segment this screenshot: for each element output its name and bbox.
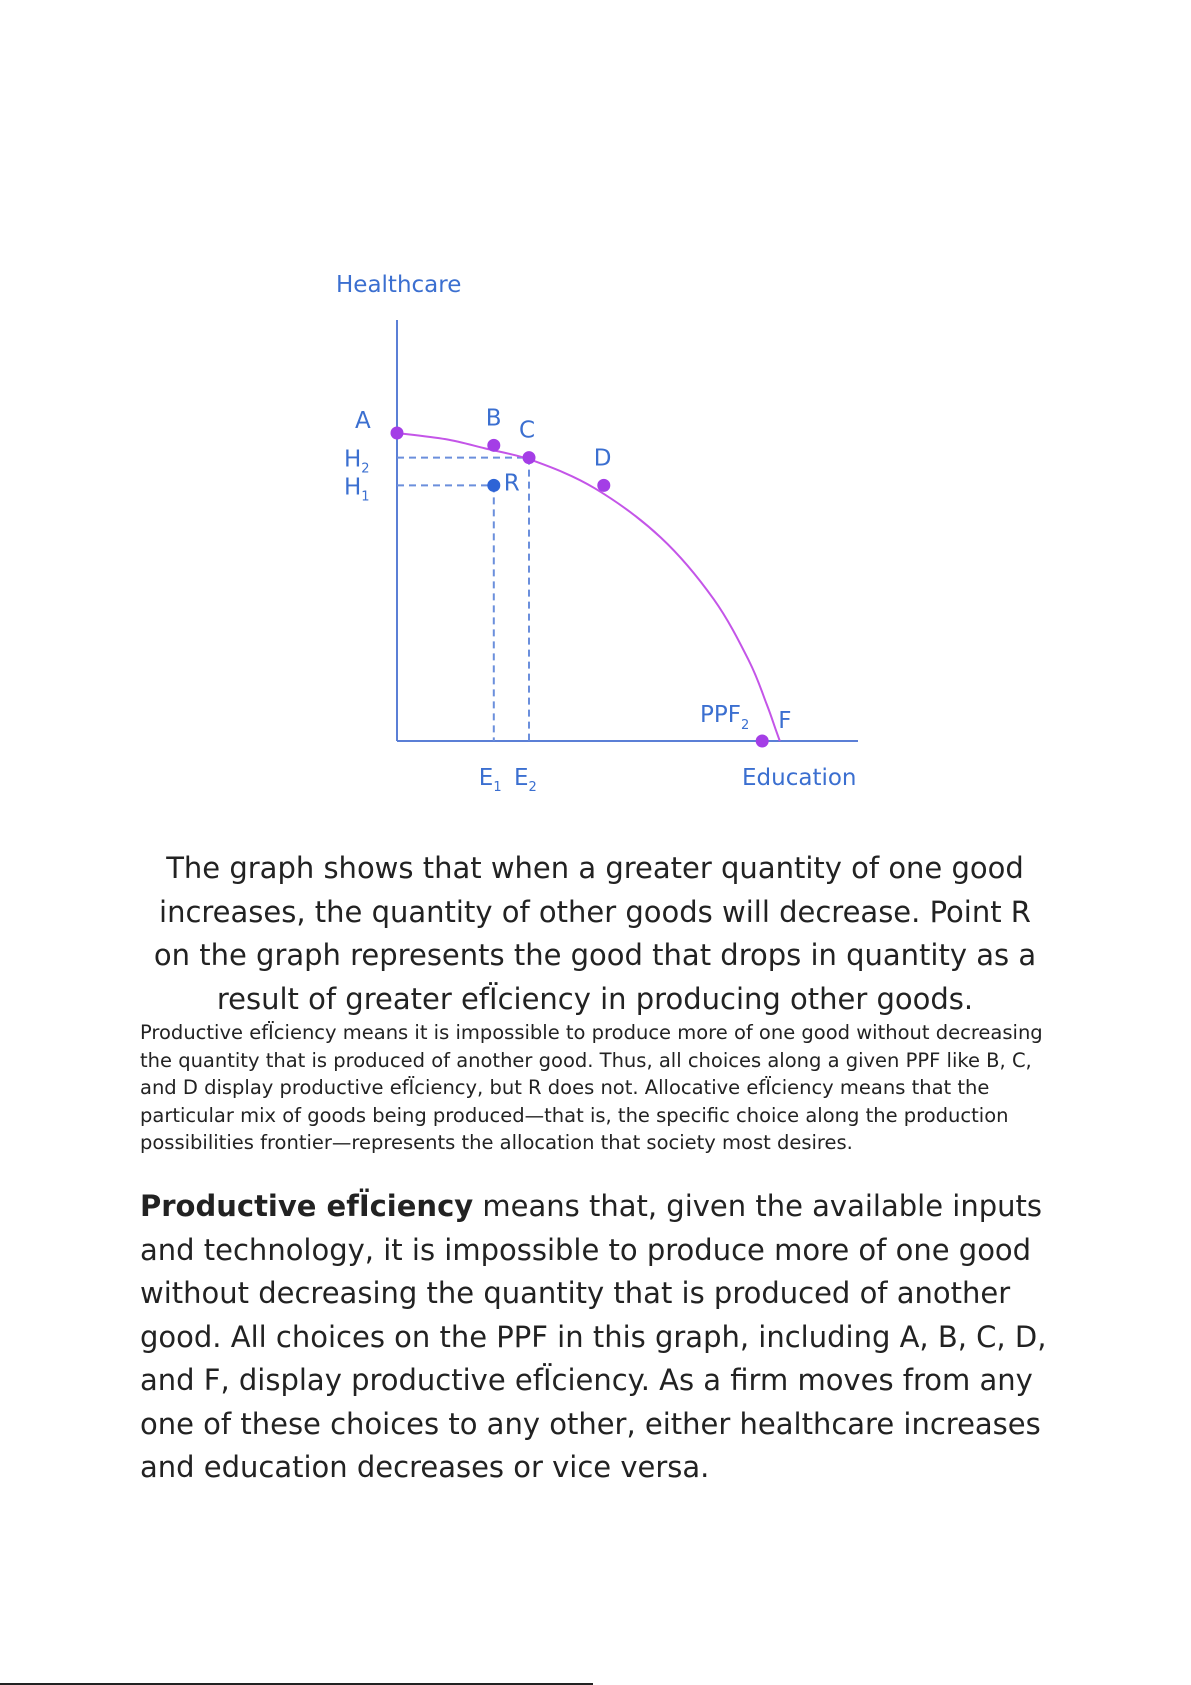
y-tick-h1: $H_1$	[344, 474, 370, 505]
ppf-curve	[397, 433, 780, 741]
y-tick-h2: $H_2$	[344, 446, 370, 477]
point-label-b: B	[485, 405, 502, 432]
x-axis-label: Education	[742, 765, 857, 791]
tick-labels	[344, 447, 537, 795]
productive-efficiency-paragraph	[140, 1185, 1060, 1490]
figure-caption: The graph shows that when a greater quantity of one good increases, the quantity of other goods will decrease. Point R on the graph represents the good that drops in quantity as a result of greater efÏciency in producing other goods.	[153, 851, 1037, 1016]
term-productive-efficiency: Productive efÏciency	[140, 1189, 474, 1223]
point-c	[523, 451, 536, 464]
ppf-curve-label: $PPF_2$	[700, 702, 750, 733]
point-a	[391, 427, 404, 440]
point-label-r: R	[503, 470, 520, 497]
point-label-d: D	[593, 445, 612, 472]
productive-efficiency-explanation: means that, given the available inputs and technology, it is impossible to produce more of one good without decreasing the quantity that is produced of another good. All choices on the PPF in this graph, including A, B, C, D, and F, display productive efÏciency. As a firm moves from any one of these choices to any other, either healthcare increases and education decreases or vice versa.	[140, 1189, 1047, 1484]
x-tick-e2: $E_2$	[514, 765, 537, 795]
efficiency-definitions-paragraph: Productive efÏciency means it is impossible to produce more of one good without decreasing the quantity that is produced of another good. Thus, all choices along a given PPF like B, C, and D display productive efÏciency, but R does not. Allocative efÏciency means that the particular mix of goods being produced—that is, the specific choice along the production possibilities frontier—represents the allocation that society most desires.	[140, 1021, 1043, 1154]
point-b	[487, 439, 500, 452]
point-f	[756, 735, 769, 748]
x-tick-e1: $E_1$	[478, 765, 502, 795]
point-label-c: C	[519, 417, 536, 444]
point-label-f: F	[778, 708, 792, 734]
y-axis-label: Healthcare	[336, 272, 462, 298]
ppf-chart	[0, 0, 1191, 820]
point-d	[597, 479, 610, 492]
point-label-a: A	[355, 408, 371, 434]
point-r	[487, 479, 500, 492]
guide-lines	[397, 458, 529, 741]
ppf-points	[355, 405, 791, 747]
